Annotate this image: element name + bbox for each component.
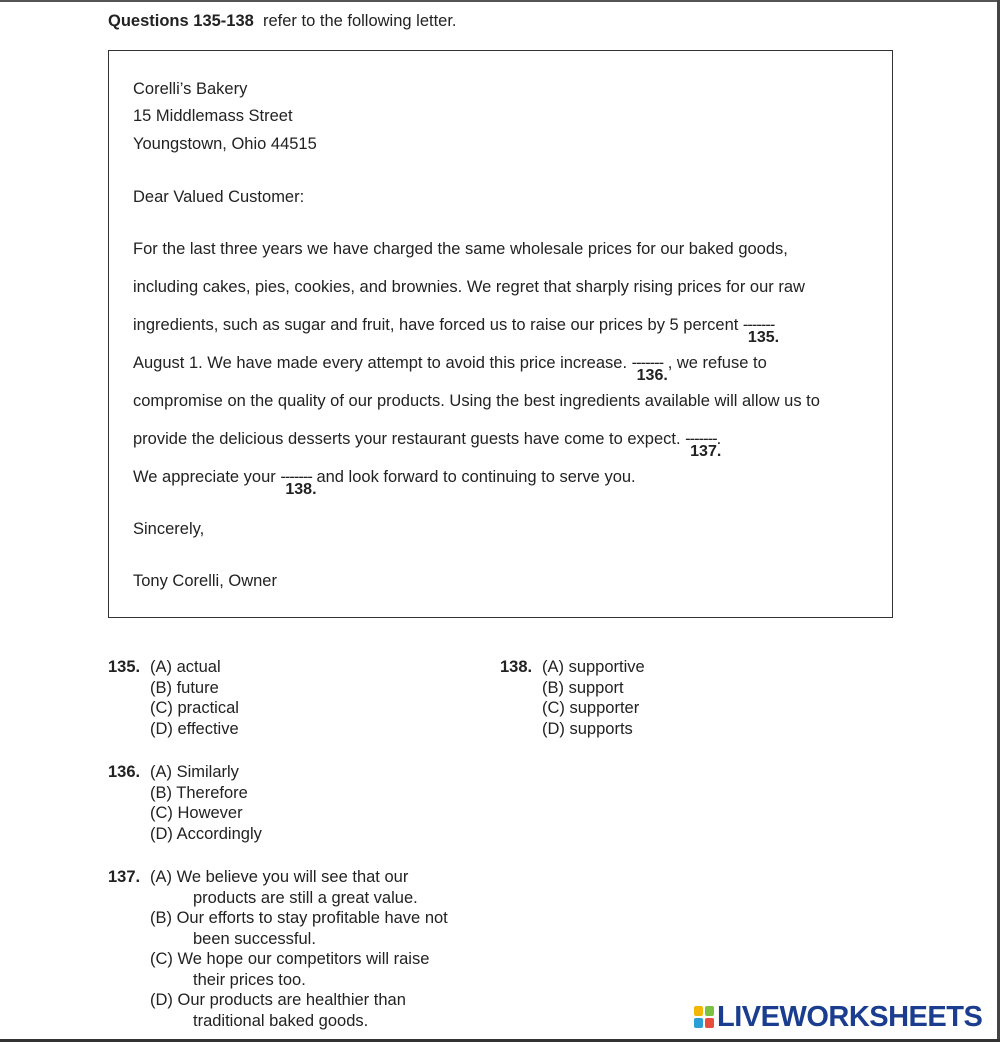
letter-line-3-text: ingredients, such as sugar and fruit, have forced us to raise our prices by 5 percent xyxy=(133,316,739,334)
question-137-option-c-cont: their prices too. xyxy=(193,971,306,989)
letter-line-3 xyxy=(133,316,780,346)
question-137-option-b[interactable]: (B) Our efforts to stay profitable have not xyxy=(150,909,448,927)
question-135-option-c[interactable]: (C) practical xyxy=(150,699,239,717)
signature: Tony Corelli, Owner xyxy=(133,572,277,590)
letter-line-2: including cakes, pies, cookies, and brownies. We regret that sharply rising prices for our raw xyxy=(133,278,805,296)
blank-135-mark: ------- xyxy=(742,316,775,334)
question-138-option-a[interactable]: (A) supportive xyxy=(542,658,645,676)
blank-137-mark: ------- xyxy=(685,430,717,448)
frame-top-border xyxy=(0,0,1000,2)
question-135-number: 135. xyxy=(108,658,141,676)
liveworksheets-brand xyxy=(693,1000,982,1034)
question-136-option-a[interactable]: (A) Similarly xyxy=(150,763,239,781)
blank-138[interactable] xyxy=(280,468,317,498)
question-138-option-b[interactable]: (B) support xyxy=(542,679,624,697)
letter-box xyxy=(108,50,893,618)
logo-square-4 xyxy=(705,1018,714,1028)
letter-line-5: compromise on the quality of our products. Using the best ingredients available will allow us to xyxy=(133,392,820,410)
question-138-option-d[interactable]: (D) supports xyxy=(542,720,633,738)
question-135-option-d[interactable]: (D) effective xyxy=(150,720,239,738)
letter-line-1: For the last three years we have charged the same wholesale prices for our baked goods, xyxy=(133,240,788,258)
question-137-option-c[interactable]: (C) We hope our competitors will raise xyxy=(150,950,430,968)
question-136-option-c[interactable]: (C) However xyxy=(150,804,243,822)
question-135-option-b[interactable]: (B) future xyxy=(150,679,219,697)
closing: Sincerely, xyxy=(133,520,205,538)
question-136-option-d[interactable]: (D) Accordingly xyxy=(150,825,262,843)
sender-name: Corelli’s Bakery xyxy=(133,80,248,98)
blank-135[interactable] xyxy=(742,316,780,346)
question-138-number: 138. xyxy=(500,658,533,676)
letter-line-4-text-a: August 1. We have made every attempt to avoid this price increase. xyxy=(133,354,628,372)
sender-city: Youngstown, Ohio 44515 xyxy=(133,135,317,153)
greeting: Dear Valued Customer: xyxy=(133,188,305,206)
logo-square-3 xyxy=(694,1018,703,1028)
letter-line-7 xyxy=(133,468,636,498)
logo-square-2 xyxy=(705,1006,714,1016)
question-135-option-a[interactable]: (A) actual xyxy=(150,658,221,676)
blank-138-mark: ------- xyxy=(280,468,312,486)
liveworksheets-logo-icon xyxy=(693,1005,715,1029)
sender-street: 15 Middlemass Street xyxy=(133,107,293,125)
question-138-option-c[interactable]: (C) supporter xyxy=(542,699,640,717)
blank-136-label: 136. xyxy=(636,367,668,384)
question-137-option-a-cont: products are still a great value. xyxy=(193,889,418,907)
question-137-option-d-cont: traditional baked goods. xyxy=(193,1012,369,1030)
letter-line-4-text-b: , we refuse to xyxy=(667,354,767,372)
letter-line-6-text-b: . xyxy=(716,430,722,448)
blank-135-label: 135. xyxy=(747,329,780,346)
letter-line-4 xyxy=(133,354,767,384)
blank-137[interactable] xyxy=(685,430,722,460)
blank-138-label: 138. xyxy=(285,481,317,498)
intro-label: Questions 135-138 xyxy=(108,12,254,30)
liveworksheets-wordmark: LIVEWORKSHEETS xyxy=(717,1000,983,1033)
blank-136-mark: ------- xyxy=(631,354,664,372)
question-137-option-a[interactable]: (A) We believe you will see that our xyxy=(150,868,409,886)
intro-text: refer to the following letter. xyxy=(263,12,457,30)
question-137-option-b-cont: been successful. xyxy=(193,930,316,948)
letter-line-6 xyxy=(133,430,722,460)
logo-square-1 xyxy=(694,1006,703,1016)
question-136-option-b[interactable]: (B) Therefore xyxy=(150,784,248,802)
letter-line-7-text-b: and look forward to continuing to serve you. xyxy=(316,468,636,486)
letter-line-6-text-a: provide the delicious desserts your restaurant guests have come to expect. xyxy=(133,430,681,448)
question-136-number: 136. xyxy=(108,763,141,781)
intro-line xyxy=(108,12,457,31)
blank-136[interactable] xyxy=(631,354,668,384)
question-137-option-d[interactable]: (D) Our products are healthier than xyxy=(150,991,406,1009)
blank-137-label: 137. xyxy=(690,443,722,460)
question-137-number: 137. xyxy=(108,868,141,886)
letter-line-7-text-a: We appreciate your xyxy=(133,468,276,486)
